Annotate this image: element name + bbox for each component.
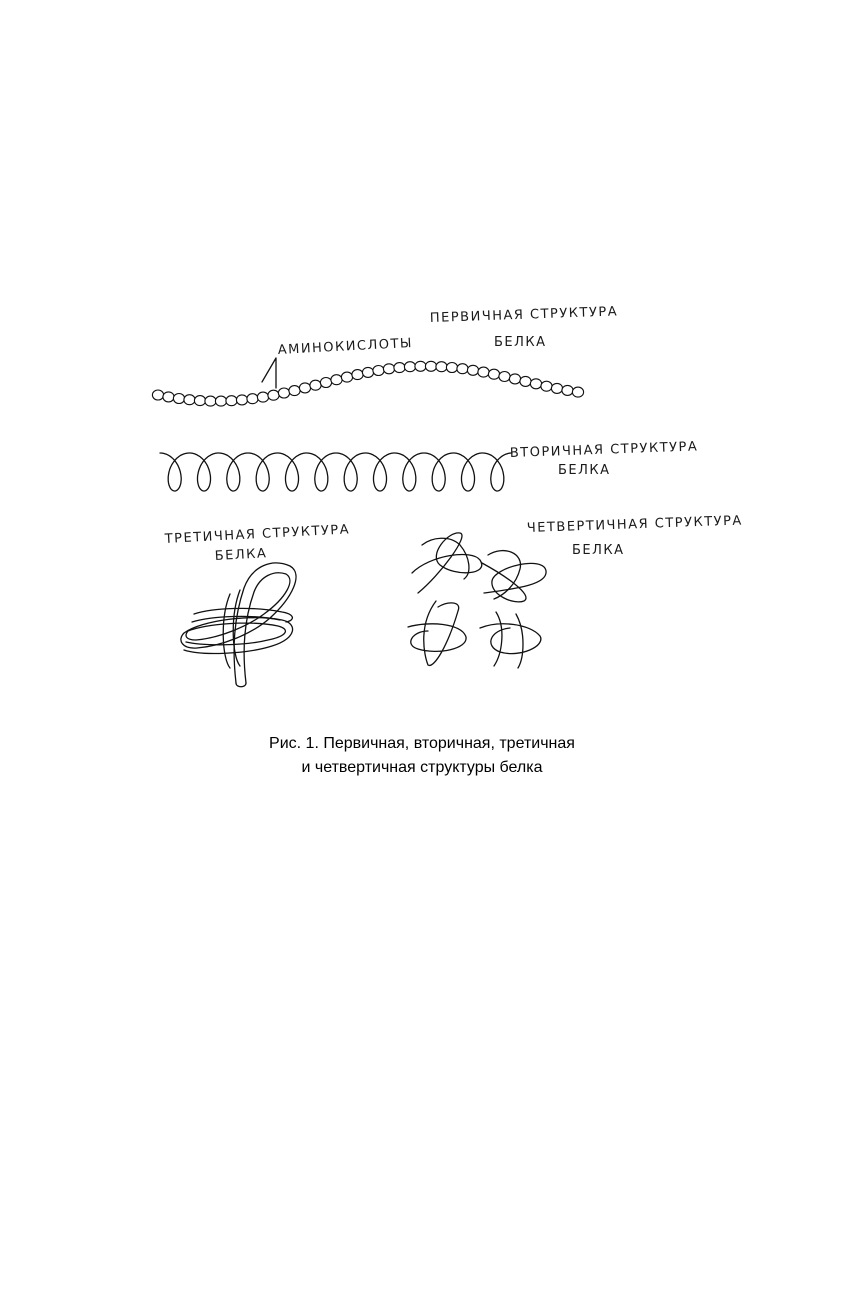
secondary-label-line1: ВТОРИЧНАЯ СТРУКТУРА	[509, 439, 699, 461]
amino-acid-bead	[289, 386, 300, 396]
amino-acid-bead	[205, 396, 216, 406]
amino-acid-bead	[425, 361, 436, 371]
amino-acid-bead	[226, 396, 237, 406]
amino-acid-bead	[247, 394, 258, 404]
amino-acid-bead	[488, 369, 499, 379]
amino-acid-bead	[341, 372, 352, 382]
primary-label-line2: БЕЛКА	[494, 335, 547, 350]
secondary-label-line2: БЕЛКА	[558, 463, 611, 478]
amino-acid-bead	[173, 394, 184, 404]
amino-acid-bead	[478, 367, 489, 377]
amino-acid-bead	[446, 363, 457, 373]
quaternary-label-line1: ЧЕТВЕРТИЧНАЯ СТРУКТУРА	[526, 513, 744, 536]
caption-line-2: и четвертичная структуры белка	[301, 759, 543, 776]
secondary-structure-group	[160, 439, 699, 491]
amino-acid-bead	[331, 375, 342, 385]
amino-acid-bead	[320, 378, 331, 388]
amino-acid-bead	[236, 395, 247, 405]
amino-acid-bead-chain	[152, 361, 583, 406]
amino-acid-bead	[551, 383, 562, 393]
primary-structure-group	[152, 304, 618, 406]
amino-acid-bead	[383, 364, 394, 374]
amino-acid-bead	[520, 376, 531, 386]
amino-acid-bead	[257, 392, 268, 402]
quaternary-subunit-4	[480, 612, 541, 668]
amino-acid-bead	[362, 367, 373, 377]
amino-acid-bead	[499, 372, 510, 382]
amino-acid-bead	[163, 392, 174, 402]
tertiary-label-line2: БЕЛКА	[214, 546, 268, 564]
amino-acid-bead	[457, 364, 468, 374]
amino-acid-bead	[436, 362, 447, 372]
amino-acid-bead	[404, 362, 415, 372]
amino-acid-bead	[394, 363, 405, 373]
amino-acid-bead	[509, 374, 520, 384]
tertiary-knot	[181, 563, 296, 687]
amino-acid-bead	[152, 390, 163, 400]
amino-acid-bead	[299, 383, 310, 393]
amino-acid-bead	[194, 396, 205, 406]
amino-acid-bead	[352, 370, 363, 380]
alpha-helix-coil	[160, 453, 512, 491]
quaternary-structure-group	[408, 513, 743, 668]
quaternary-subunit-3	[408, 601, 466, 665]
amino-acid-bead	[373, 366, 384, 376]
quaternary-label-line2: БЕЛКА	[572, 543, 625, 558]
amino-acid-bead	[415, 361, 426, 371]
amino-acids-label: АМИНОКИСЛОТЫ	[277, 335, 414, 358]
amino-acid-bead	[278, 388, 289, 398]
figure-caption	[0, 732, 844, 780]
tertiary-structure-group	[163, 522, 350, 686]
caption-line-1: Рис. 1. Первичная, вторичная, третичная	[269, 735, 575, 752]
amino-acid-bead	[310, 380, 321, 390]
primary-label-line1: ПЕРВИЧНАЯ СТРУКТУРА	[429, 304, 619, 326]
amino-acid-bead	[530, 379, 541, 389]
quaternary-subunit-1	[412, 533, 482, 593]
amino-acid-bead	[572, 387, 583, 397]
amino-acid-bead	[562, 385, 573, 395]
amino-acid-bead	[184, 395, 195, 405]
amino-acid-bead	[541, 381, 552, 391]
amino-acid-bead	[467, 365, 478, 375]
amino-acid-bead	[215, 396, 226, 406]
quaternary-subunit-2	[482, 551, 546, 602]
tertiary-label-line1: ТРЕТИЧНАЯ СТРУКТУРА	[164, 522, 351, 547]
amino-acids-pointer-lines	[262, 358, 276, 388]
amino-acid-bead	[268, 390, 279, 400]
